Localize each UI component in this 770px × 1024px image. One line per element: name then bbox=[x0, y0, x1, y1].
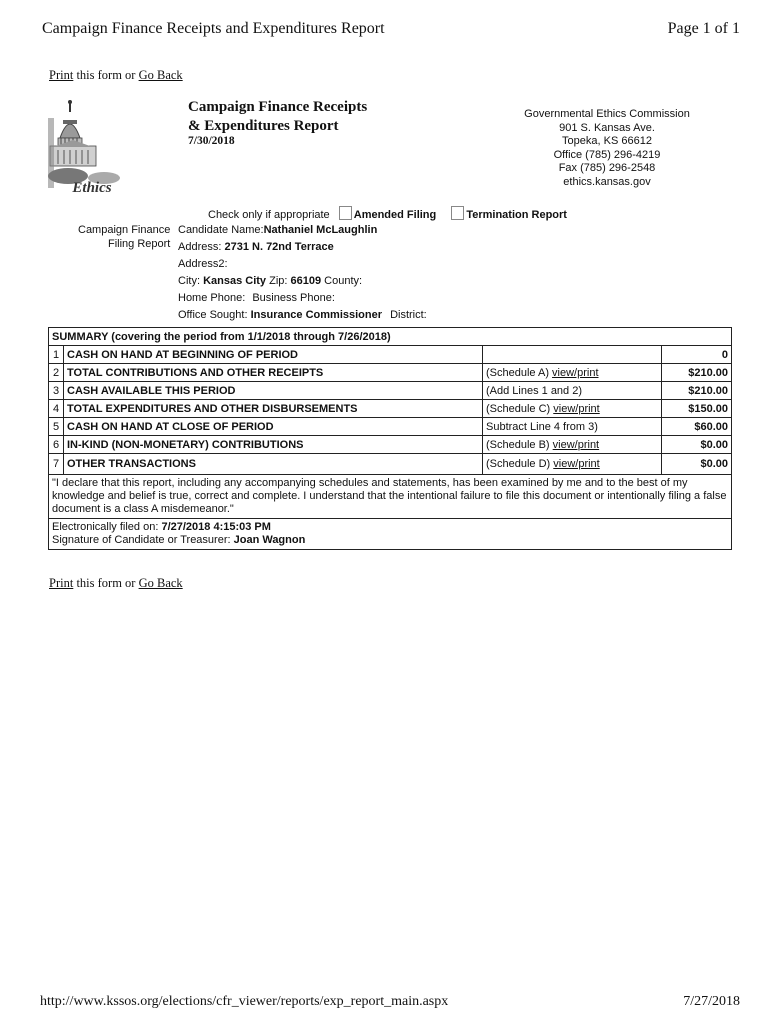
top-nav bbox=[49, 68, 183, 83]
termination-report-label: Termination Report bbox=[466, 209, 567, 221]
line-number: 4 bbox=[49, 400, 64, 418]
summary-row bbox=[49, 418, 732, 436]
schedule-text: (Schedule D) bbox=[486, 458, 554, 470]
agency-city: Topeka, KS 66612 bbox=[562, 135, 652, 147]
report-title bbox=[188, 98, 367, 136]
filed-on-line bbox=[52, 521, 728, 534]
view-print-link[interactable]: view/print bbox=[553, 402, 600, 415]
footer-date: 7/27/2018 bbox=[683, 994, 740, 1009]
print-link-bottom[interactable]: Print bbox=[49, 576, 74, 590]
line-number: 1 bbox=[49, 346, 64, 364]
line-number: 3 bbox=[49, 382, 64, 400]
schedule-cell bbox=[483, 418, 662, 436]
kansas-ethics-seal bbox=[48, 98, 130, 198]
summary-row bbox=[49, 346, 732, 364]
line-number: 7 bbox=[49, 454, 64, 475]
address2-label: Address2: bbox=[178, 258, 228, 270]
district-label: District: bbox=[390, 309, 427, 321]
line-number: 5 bbox=[49, 418, 64, 436]
print-link[interactable]: Print bbox=[49, 68, 74, 82]
zip-value: 66109 bbox=[290, 275, 322, 287]
schedule-cell bbox=[483, 382, 662, 400]
line-amount: $210.00 bbox=[662, 364, 732, 382]
report-date: 7/30/2018 bbox=[188, 135, 235, 147]
home-phone-label: Home Phone: bbox=[178, 292, 246, 304]
summary-table bbox=[48, 327, 732, 550]
signature-line bbox=[52, 534, 728, 547]
filing-type-row bbox=[208, 206, 567, 221]
phone-row bbox=[178, 292, 335, 304]
line-description: IN-KIND (NON-MONETARY) CONTRIBUTIONS bbox=[64, 436, 483, 454]
office-sought-row bbox=[178, 309, 427, 321]
line-description: CASH ON HAND AT CLOSE OF PERIOD bbox=[64, 418, 483, 436]
amended-filing-label: Amended Filing bbox=[353, 209, 437, 221]
signature-label: Signature of Candidate or Treasurer: bbox=[52, 534, 231, 546]
line-number: 2 bbox=[49, 364, 64, 382]
side-label-campaign-finance: Campaign Finance bbox=[78, 224, 171, 236]
filed-on-label: Electronically filed on: bbox=[52, 521, 159, 533]
agency-office-phone: Office (785) 296-4219 bbox=[553, 148, 661, 161]
page-header-title: Campaign Finance Receipts and Expenditures Report bbox=[42, 20, 385, 37]
summary-row bbox=[49, 400, 732, 418]
check-instruction: Check only if appropriate bbox=[208, 209, 330, 221]
amended-filing-checkbox[interactable] bbox=[339, 206, 352, 220]
schedule-text: Subtract Line 4 from 3) bbox=[486, 420, 598, 433]
line-number: 6 bbox=[49, 436, 64, 454]
line-amount: $60.00 bbox=[662, 418, 732, 436]
signature-row bbox=[49, 519, 732, 550]
agency-address-block bbox=[505, 108, 709, 189]
schedule-cell bbox=[483, 454, 662, 475]
summary-row bbox=[49, 436, 732, 454]
line-amount: $210.00 bbox=[662, 382, 732, 400]
agency-street: 901 S. Kansas Ave. bbox=[559, 121, 655, 134]
line-amount: $0.00 bbox=[662, 454, 732, 475]
go-back-link[interactable]: Go Back bbox=[138, 68, 183, 82]
address-row bbox=[178, 241, 334, 253]
termination-report-checkbox[interactable] bbox=[451, 206, 464, 220]
summary-heading-row bbox=[49, 328, 732, 346]
city-label: City: bbox=[178, 275, 200, 287]
nav-text: this form or bbox=[73, 68, 139, 82]
view-print-link[interactable]: view/print bbox=[552, 438, 600, 451]
city-row bbox=[178, 275, 362, 287]
address-label: Address: bbox=[178, 241, 222, 253]
signature-value: Joan Wagnon bbox=[233, 534, 306, 546]
schedule-cell bbox=[483, 364, 662, 382]
line-description: CASH AVAILABLE THIS PERIOD bbox=[64, 382, 483, 400]
report-title-line1: Campaign Finance Receipts bbox=[188, 99, 368, 115]
page-number: Page 1 of 1 bbox=[667, 20, 740, 37]
city-value: Kansas City bbox=[203, 275, 267, 287]
declaration-text: "I declare that this report, including any accompanying schedules and statements, has been examined by me and to the best of my knowledge and belief is true, correct and complete. I understand that the intentional failure to file this document or intentionally filing a false document is a class A misdemeanor." bbox=[49, 475, 732, 519]
county-label: County: bbox=[324, 275, 363, 287]
business-phone-label: Business Phone: bbox=[252, 292, 335, 304]
schedule-cell bbox=[483, 346, 662, 364]
view-print-link[interactable]: view/print bbox=[553, 458, 600, 470]
schedule-text: (Schedule B) bbox=[486, 438, 553, 451]
declaration-row bbox=[49, 475, 732, 519]
footer-url: http://www.kssos.org/elections/cfr_viewer/reports/exp_report_main.aspx bbox=[40, 994, 449, 1009]
report-title-line2: & Expenditures Report bbox=[188, 118, 339, 134]
line-amount: $0.00 bbox=[662, 436, 732, 454]
schedule-text: (Add Lines 1 and 2) bbox=[486, 384, 583, 397]
signature-cell bbox=[49, 519, 732, 550]
address-value: 2731 N. 72nd Terrace bbox=[224, 241, 334, 253]
agency-website: ethics.kansas.gov bbox=[563, 175, 651, 188]
side-label-filing-report: Filing Report bbox=[108, 238, 171, 250]
nav-text-bottom: this form or bbox=[73, 576, 139, 590]
line-description: TOTAL CONTRIBUTIONS AND OTHER RECEIPTS bbox=[64, 364, 483, 382]
office-sought-label: Office Sought: bbox=[178, 309, 248, 321]
line-description: CASH ON HAND AT BEGINNING OF PERIOD bbox=[64, 346, 483, 364]
line-description: OTHER TRANSACTIONS bbox=[64, 454, 483, 475]
summary-row bbox=[49, 382, 732, 400]
summary-heading: SUMMARY (covering the period from 1/1/2018 through 7/26/2018) bbox=[49, 328, 732, 346]
zip-label: Zip: bbox=[269, 275, 288, 287]
schedule-text: (Schedule A) bbox=[486, 366, 553, 379]
line-description: TOTAL EXPENDITURES AND OTHER DISBURSEMENTS bbox=[64, 400, 483, 418]
candidate-name-label: Candidate Name: bbox=[178, 224, 264, 236]
schedule-cell bbox=[483, 400, 662, 418]
schedule-text: (Schedule C) bbox=[486, 402, 554, 415]
agency-name: Governmental Ethics Commission bbox=[524, 108, 690, 120]
summary-row bbox=[49, 454, 732, 475]
line-amount: $150.00 bbox=[662, 400, 732, 418]
schedule-cell bbox=[483, 436, 662, 454]
view-print-link[interactable]: view/print bbox=[552, 366, 599, 379]
bottom-nav bbox=[49, 576, 183, 591]
svg-text:Ethics: Ethics bbox=[72, 180, 112, 196]
candidate-name-value: Nathaniel McLaughlin bbox=[263, 224, 378, 236]
go-back-link-bottom[interactable]: Go Back bbox=[138, 576, 183, 590]
candidate-name-row bbox=[178, 224, 377, 236]
filed-on-value: 7/27/2018 4:15:03 PM bbox=[161, 521, 271, 533]
line-amount: 0 bbox=[662, 346, 732, 364]
summary-row bbox=[49, 364, 732, 382]
agency-fax: Fax (785) 296-2548 bbox=[558, 162, 656, 174]
office-sought-value: Insurance Commissioner bbox=[250, 309, 383, 321]
